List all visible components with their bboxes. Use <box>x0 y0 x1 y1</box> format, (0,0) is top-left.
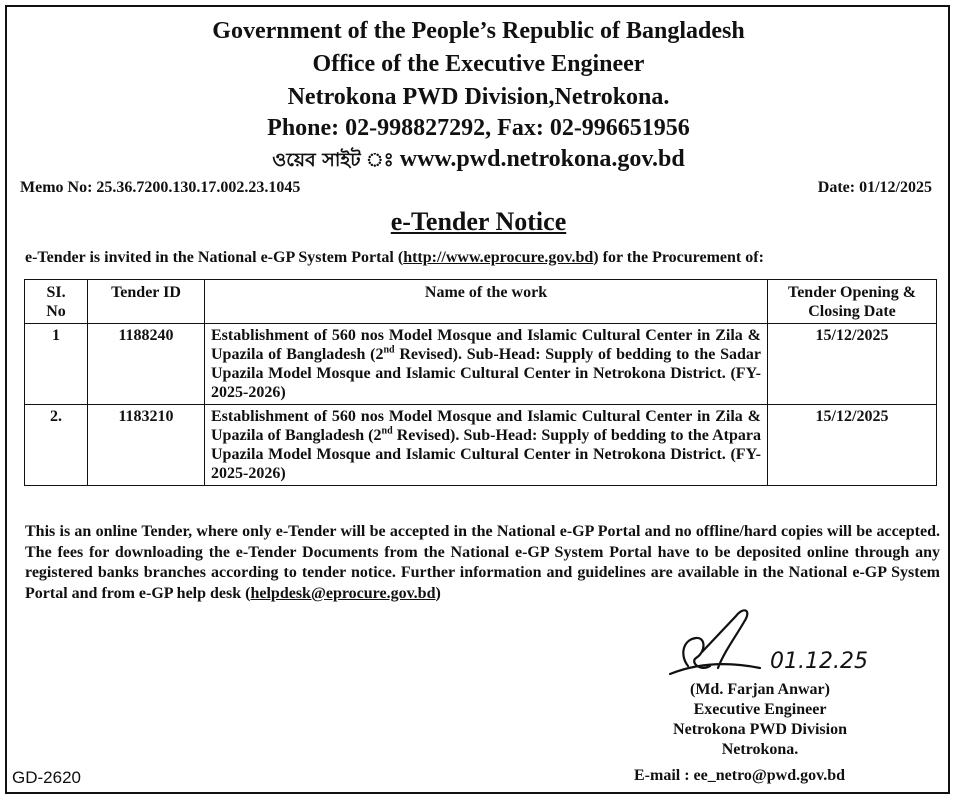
eprocure-link[interactable]: http://www.eprocure.gov.bd <box>403 249 594 266</box>
table-header-row <box>25 280 937 324</box>
intro-before: e-Tender is invited in the National e-GP System Portal ( <box>25 249 404 266</box>
signatory-office: Netrokona PWD Division <box>673 721 847 738</box>
notice-title: e-Tender Notice <box>390 207 567 236</box>
signatory-designation: Executive Engineer <box>693 701 827 718</box>
footer-code: GD-2620 <box>12 768 81 787</box>
header-sl: SI. No <box>25 280 88 324</box>
row-sl: 1 <box>25 324 88 405</box>
signatory-block <box>615 680 905 760</box>
handwritten-signature <box>640 596 910 686</box>
header-website-line <box>0 144 957 175</box>
row-date: 15/12/2025 <box>768 405 937 486</box>
signatory-email[interactable]: E-mail : ee_netro@pwd.gov.bd <box>634 767 846 784</box>
header-work: Name of the work <box>205 280 768 324</box>
header-date: Tender Opening & Closing Date <box>768 280 937 324</box>
row-date: 15/12/2025 <box>768 324 937 405</box>
signatory-name: (Md. Farjan Anwar) <box>690 681 830 698</box>
intro-after: ) for the Procurement of: <box>593 249 764 266</box>
svg-text:01.12.25: 01.12.25 <box>770 649 868 674</box>
tender-table <box>24 279 937 486</box>
row-tender-id: 1188240 <box>88 324 205 405</box>
helpdesk-email-link[interactable]: helpdesk@eprocure.gov.bd <box>250 584 436 602</box>
website-label: ওয়েব সাইট ঃ <box>272 149 394 171</box>
table-row <box>25 405 937 486</box>
notice-date: Date: 01/12/2025 <box>817 179 932 196</box>
header-division: Netrokona PWD Division,Netrokona. <box>287 84 670 110</box>
intro-line <box>25 249 764 267</box>
row-work: Establishment of 560 nos Model Mosque and Islamic Cultural Center in Zila & Upazila of Bangladesh (2nd Revised). Sub-Head: Supply of bedding to the Sadar Upazila Model Mosque and Islamic Cultural Center in Netrokona District. (FY-2025-2026) <box>205 324 768 405</box>
header-government: Government of the People’s Republic of Bangladesh <box>212 18 745 44</box>
website-link[interactable]: www.pwd.netrokona.gov.bd <box>399 146 685 172</box>
row-tender-id: 1183210 <box>88 405 205 486</box>
header-phone-fax: Phone: 02-998827292, Fax: 02-996651956 <box>267 115 690 141</box>
table-row <box>25 324 937 405</box>
memo-number: Memo No: 25.36.7200.130.17.002.23.1045 <box>20 179 301 196</box>
header-office: Office of the Executive Engineer <box>312 51 645 77</box>
header-tender-id: Tender ID <box>88 280 205 324</box>
row-work: Establishment of 560 nos Model Mosque and Islamic Cultural Center in Zila & Upazila of Bangladesh (2nd Revised). Sub-Head: Supply of bedding to the Atpara Upazila Model Mosque and Islamic Cultural Center in Netrokona District. (FY-2025-2026) <box>205 405 768 486</box>
row-sl: 2. <box>25 405 88 486</box>
terms-paragraph: This is an online Tender, where only e-Tender will be accepted in the National e-GP Portal and no offline/hard copies will be accepted. The fees for downloading the e-Tender Documents from the National e-GP System Portal have to be deposited online through any registered banks branches according to tender notice. Further information and guidelines are available in the National e-GP System Portal and from e-GP help desk (helpdesk@eprocure.gov.bd) <box>25 523 940 602</box>
signatory-place: Netrokona. <box>721 741 799 758</box>
